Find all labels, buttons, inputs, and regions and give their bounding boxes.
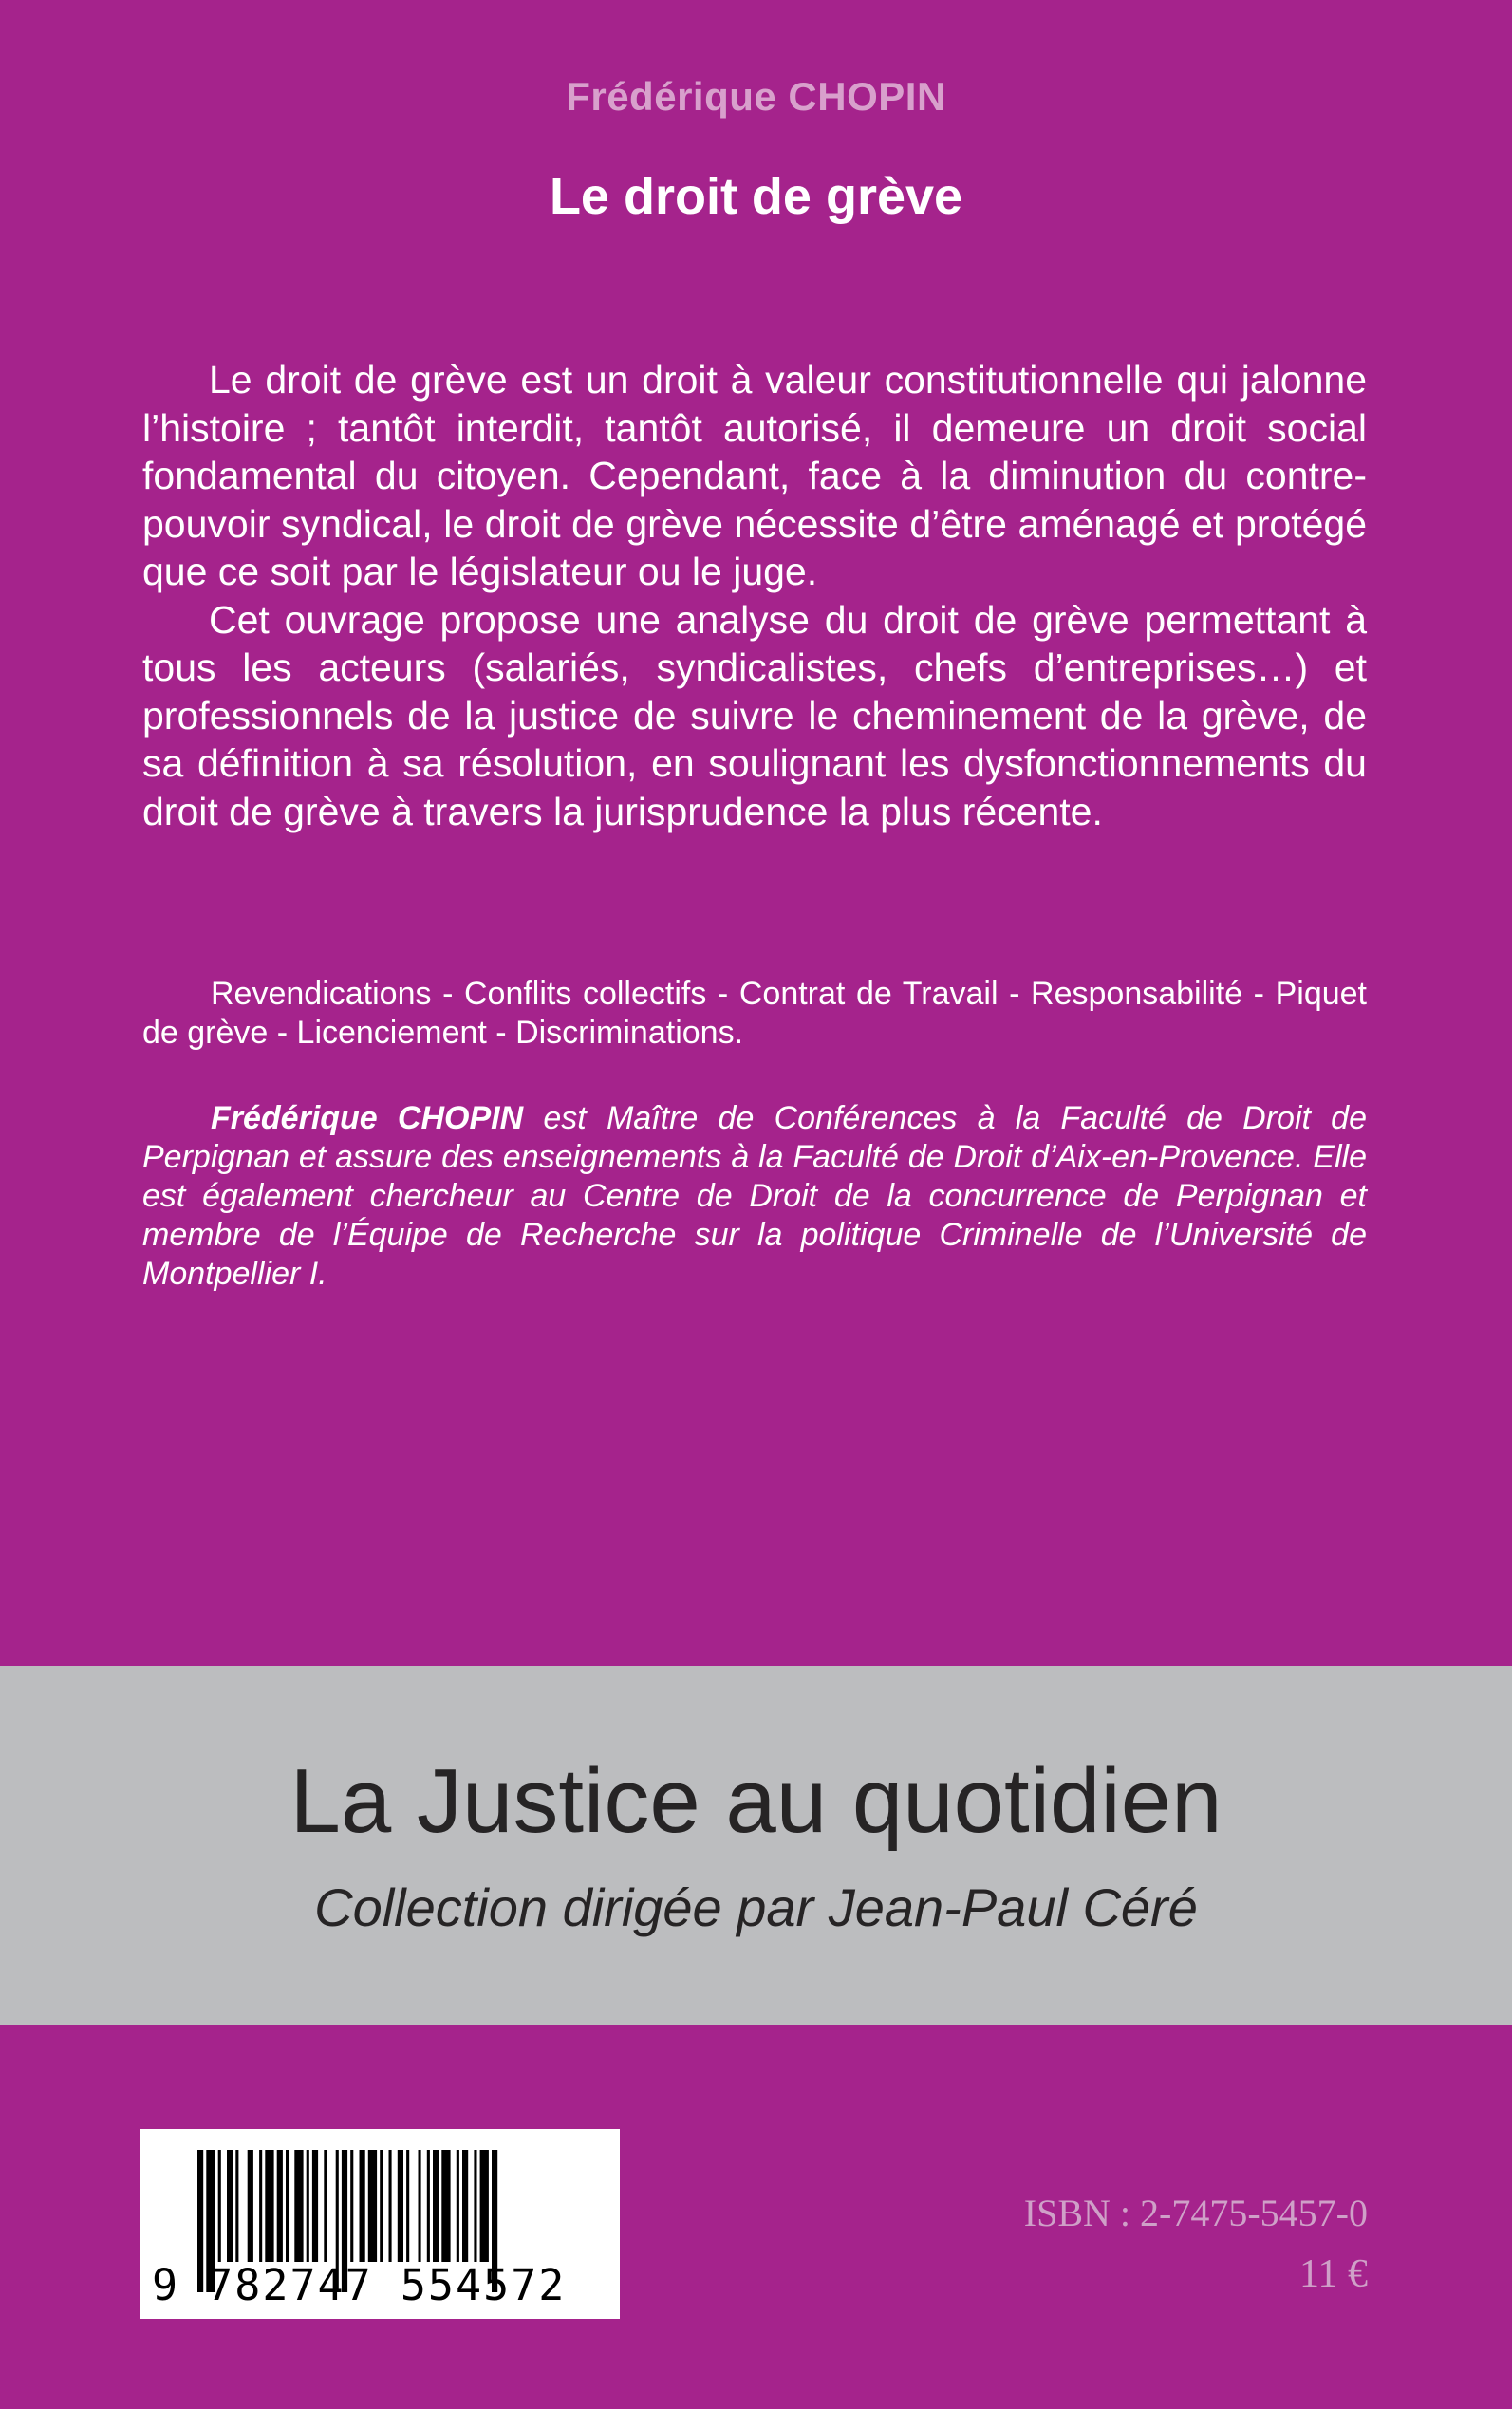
barcode-bar — [218, 2150, 221, 2262]
summary-text — [142, 356, 1367, 835]
bio-text: est Maître de Conférences à la Faculté de Droit de Perpignan et assure des enseignements à la Faculté de Droit d’Aix-en-Provence. Elle est également chercheur au Centre de Droit de la concurrence de Perpignan et membre de l’Équipe de Recherche sur la politique Criminelle de l’Université de Montpellier I. — [142, 1100, 1368, 1292]
barcode-bar — [324, 2150, 327, 2262]
book-title: Le droit de grève — [549, 168, 963, 225]
barcode-bar — [433, 2150, 439, 2262]
keywords-list: Revendications - Conflits collectifs - Contrat de Travail - Responsabilité - Piquet de grève - Licenciement - Discriminations. — [142, 976, 1367, 1051]
barcode-bar — [380, 2150, 383, 2262]
barcode-bar — [286, 2150, 289, 2262]
barcode-bar — [259, 2150, 262, 2262]
barcode-bar — [474, 2150, 476, 2262]
barcode-bar — [350, 2150, 353, 2262]
barcode-bar — [368, 2150, 377, 2262]
barcode-bar — [235, 2150, 238, 2262]
barcode-bar — [248, 2150, 253, 2262]
price: 11 € — [1299, 2252, 1368, 2296]
barcode-bar — [277, 2150, 283, 2262]
collection-title: La Justice au quotidien — [289, 1750, 1223, 1852]
barcode-bar — [294, 2150, 303, 2262]
barcode-bar — [307, 2150, 309, 2262]
barcode-bar — [312, 2150, 318, 2262]
barcode-bar — [265, 2150, 273, 2262]
barcode-bar — [427, 2150, 430, 2262]
collection-subtitle: Collection dirigée par Jean-Paul Céré — [314, 1877, 1198, 1937]
barcode-bar — [389, 2150, 392, 2262]
author-name: Frédérique CHOPIN — [566, 74, 946, 119]
summary-paragraph: Cet ouvrage propose une analyse du droit de grève permettant à tous les acteurs (salariés, syndicalistes, chefs d’entreprises…) et professionnels de la justice de suivre le cheminement de la grève, de sa définition à sa résolution, en soulignant les dysfonctionnements du droit de grève à travers la jurisprudence la plus récente. — [142, 597, 1367, 833]
author-bio — [142, 1099, 1367, 1294]
barcode-bar — [480, 2150, 489, 2262]
barcode-bar — [227, 2150, 233, 2262]
isbn-number: ISBN : 2-7475-5457-0 — [1023, 2192, 1368, 2234]
collection-band — [0, 1666, 1512, 2025]
bio-author-name: Frédérique CHOPIN — [211, 1100, 524, 1136]
barcode-bar — [398, 2150, 403, 2262]
barcode-bar — [441, 2150, 450, 2262]
barcode-bar — [462, 2150, 468, 2262]
barcode-bar — [360, 2150, 365, 2262]
barcode-bar — [419, 2150, 421, 2262]
barcode — [140, 2129, 620, 2319]
summary-paragraph: Le droit de grève est un droit à valeur constitutionnelle qui jalonne l’histoire ; tantôt interdit, tantôt autorisé, il demeure un droit social fondamental du citoyen. Cependant, face à la diminution du contre-pouvoir syndical, le droit de grève nécessite d’être aménagé et protégé que ce soit par le législateur ou le juge. — [142, 358, 1367, 593]
barcode-bar — [457, 2150, 459, 2262]
barcode-bar — [406, 2150, 409, 2262]
barcode-digits: 9 782747 554572 — [152, 2260, 567, 2310]
